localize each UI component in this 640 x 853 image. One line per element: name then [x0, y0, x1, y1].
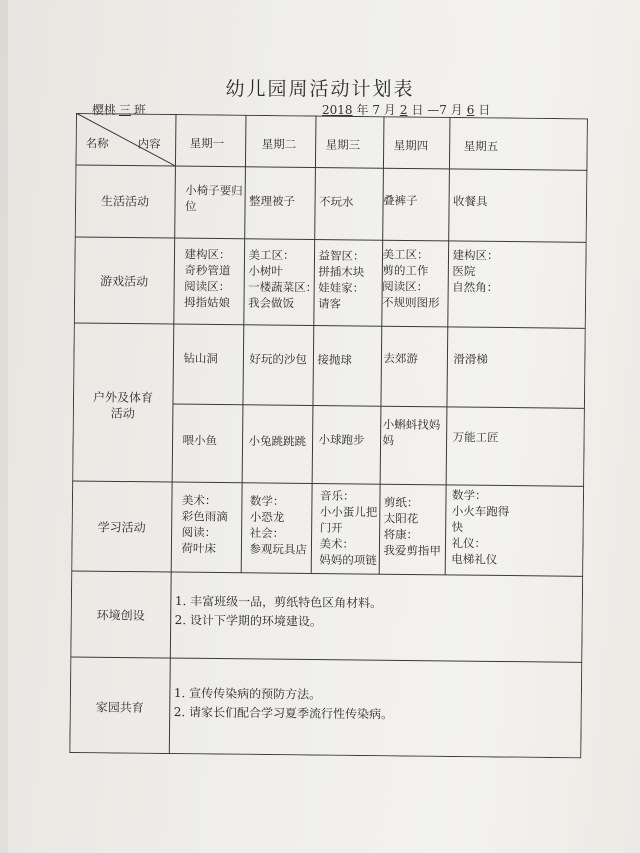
- date-end-day: 6: [466, 103, 475, 117]
- date-year: 2018: [322, 103, 353, 117]
- weekly-plan-table: [69, 113, 588, 758]
- environment-content: [175, 592, 383, 632]
- outdoor-cell: 滑滑梯: [453, 351, 489, 367]
- life-cell: 收餐具: [453, 193, 488, 209]
- outdoor-cell: 去郊游: [383, 351, 419, 366]
- game-cell: 美工区： 剪的工作 阅读区： 不规则图形: [381, 247, 440, 310]
- game-cell: 美工区： 小树叶 一楼蔬菜区： 我会做饭: [247, 247, 318, 311]
- class-number: 三: [119, 103, 132, 117]
- corner-content: 内容: [137, 136, 161, 151]
- day-header: 星期二: [261, 136, 297, 152]
- outdoor-cell: 喂小鱼: [182, 433, 218, 448]
- row-label-family: 家园共育: [95, 700, 144, 715]
- outdoor-cell: 好玩的沙包: [249, 351, 308, 367]
- outdoor-cell: 万能工匠: [452, 429, 499, 445]
- document-title: 幼儿园周活动计划表: [225, 78, 415, 100]
- life-cell: 不玩水: [319, 194, 354, 209]
- outdoor-cell: 钻山洞: [183, 351, 219, 366]
- study-cell: 音乐： 小小蛋儿把 门开 美术： 妈妈的项链: [319, 488, 378, 568]
- outdoor-cell: 小球跑步: [318, 432, 365, 448]
- row-label-life: 生活活动: [100, 194, 150, 209]
- family-item: 1. 宣传传染病的预防方法。: [173, 686, 322, 702]
- class-prefix: 樱桃: [92, 103, 117, 117]
- date-text-3: 日: [478, 103, 491, 117]
- outdoor-cell: 接抛球: [317, 352, 353, 367]
- study-cell: 剪纸： 太阳花 将康： 我爱剪指甲: [383, 495, 442, 558]
- row-label-environment: 环境创设: [96, 608, 145, 623]
- day-header: 星期一: [189, 136, 225, 151]
- life-cell: 整理被子: [249, 193, 296, 209]
- life-cell: 小椅子要归 位: [184, 183, 243, 214]
- date-text-1: 年 7 月: [356, 103, 396, 117]
- day-header: 星期四: [393, 138, 429, 153]
- outdoor-cell: 小蝌蚪找妈 妈: [382, 417, 441, 448]
- study-cell: 数学： 小恐龙 社会： 参观玩具店: [249, 493, 308, 557]
- day-header: 星期三: [325, 137, 361, 152]
- family-item: 2. 请家长们配合学习夏季流行性传染病。: [173, 705, 394, 722]
- row-label-outdoor: 户外及体育 活动: [92, 390, 154, 421]
- date-start-day: 2: [399, 103, 408, 117]
- date-text-2: 日 —7 月: [411, 103, 463, 117]
- row-label-study: 学习活动: [97, 520, 146, 535]
- environment-item: 1. 丰富班级一品，剪纸特色区角材料。: [174, 594, 383, 611]
- row-label-game: 游戏活动: [100, 274, 149, 289]
- outdoor-cell: 小兔跳跳跳: [248, 433, 307, 449]
- class-suffix: 班: [134, 103, 147, 117]
- study-cell: 美术： 彩色雨滴 阅读： 荷叶床: [181, 493, 228, 556]
- family-content: [174, 684, 394, 724]
- corner-name: 名称: [85, 136, 109, 151]
- game-cell: 建构区： 医院 自然角：: [452, 247, 499, 295]
- life-cell: 叠裤子: [383, 193, 418, 208]
- environment-item: 2. 设计下学期的环境建设。: [174, 613, 323, 629]
- study-cell: 数学： 小火车跑得 快 礼仪： 电梯礼仪: [451, 487, 510, 567]
- day-header: 星期五: [463, 139, 499, 154]
- game-cell: 益智区： 拼插木块 娃娃家： 请客: [317, 248, 365, 311]
- game-cell: 建构区： 奇秒管道 阅读区： 拇指姑娘: [183, 247, 231, 310]
